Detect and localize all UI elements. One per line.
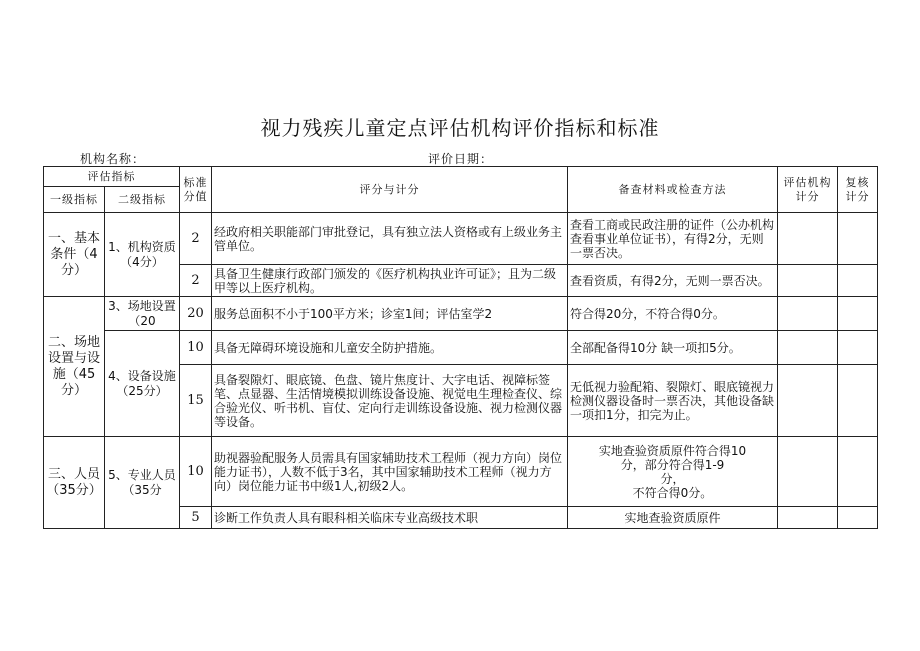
method-cell: 无低视力验配箱、裂隙灯、眼底镜视力检测仪器设备时一票否决，其他设备缺一项扣1分，扣完为止。 <box>568 365 778 437</box>
criteria-cell: 经政府相关职能部门审批登记，具有独立法人资格或有上级业务主管单位。 <box>212 213 568 265</box>
score-cell: 15 <box>180 365 212 437</box>
criteria-cell: 具备裂隙灯、眼底镜、色盘、镜片焦度计、大字电话、视障标签笔、点显器、生活情境模拟训练设备设施、视觉电生理检查仪、综合验光仪、听书机、盲仗、定向行走训练设备设施、视力检测仪器等设备。 <box>212 365 568 437</box>
header-org-score: 评估机构计分 <box>778 167 838 213</box>
table-row <box>44 213 878 265</box>
org-name-label: 机构名称： <box>80 152 146 166</box>
header-level2: 二级指标 <box>105 187 180 213</box>
level2-cell: 4、设备设施（25分） <box>105 331 180 437</box>
score-cell: 5 <box>180 507 212 529</box>
score-cell: 10 <box>180 331 212 365</box>
method-cell: 全部配备得10分 缺一项扣5分。 <box>568 331 778 365</box>
table-row <box>44 331 878 365</box>
method-cell: 查看工商或民政注册的证件（公办机构查看事业单位证书），有得2分，无则一票否决。 <box>568 213 778 265</box>
method-line: 分，部分符合得1-9 <box>620 457 725 472</box>
table-row <box>44 437 878 507</box>
level2-cell: 5、专业人员（35分 <box>105 437 180 529</box>
org-score-cell[interactable] <box>778 507 838 529</box>
criteria-cell: 具备卫生健康行政部门颁发的《医疗机构执业许可证》；且为二级甲等以上医疗机构。 <box>212 265 568 297</box>
score-cell: 10 <box>180 437 212 507</box>
header-eval-indicator: 评估指标 <box>44 167 180 187</box>
review-score-cell[interactable] <box>838 213 878 265</box>
org-score-cell[interactable] <box>778 331 838 365</box>
document-title: 视力残疾儿童定点评估机构评价指标和标准 <box>260 116 660 140</box>
header-criteria: 评分与计分 <box>212 167 568 213</box>
header-level1: 一级指标 <box>44 187 105 213</box>
header-review-score: 复核计分 <box>838 167 878 213</box>
level2-cell: 3、场地设置（20 <box>105 297 180 331</box>
org-score-cell[interactable] <box>778 437 838 507</box>
method-cell: 符合得20分，不符合得0分。 <box>568 297 778 331</box>
review-score-cell[interactable] <box>838 507 878 529</box>
eval-date-label: 评价日期： <box>428 152 494 166</box>
score-cell: 20 <box>180 297 212 331</box>
score-cell: 2 <box>180 265 212 297</box>
org-score-cell[interactable] <box>778 365 838 437</box>
header-method: 备查材料或检查方法 <box>568 167 778 213</box>
criteria-cell: 诊断工作负责人具有眼科相关临床专业高级技术职 <box>212 507 568 529</box>
review-score-cell[interactable] <box>838 331 878 365</box>
org-score-cell[interactable] <box>778 265 838 297</box>
org-score-cell[interactable] <box>778 297 838 331</box>
org-score-cell[interactable] <box>778 213 838 265</box>
level1-cell: 一、基本条件（4分） <box>44 213 105 297</box>
method-line: 实地查验资质原件符合得10 <box>598 443 747 458</box>
table-row <box>44 297 878 331</box>
criteria-cell: 服务总面积不小于100平方米；诊室1间；评估室学2 <box>212 297 568 331</box>
method-cell: 查看资质，有得2分，无则一票否决。 <box>568 265 778 297</box>
method-line: 分， <box>660 471 685 486</box>
review-score-cell[interactable] <box>838 365 878 437</box>
header-std-score: 标准分值 <box>180 167 212 213</box>
score-cell: 2 <box>180 213 212 265</box>
method-line: 不符合得0分。 <box>632 485 713 500</box>
review-score-cell[interactable] <box>838 437 878 507</box>
review-score-cell[interactable] <box>838 265 878 297</box>
method-cell <box>568 437 778 507</box>
method-cell: 实地查验资质原件 <box>568 507 778 529</box>
level1-cell: 二、场地设置与设施（45分） <box>44 297 105 437</box>
criteria-cell: 具备无障碍环境设施和儿童安全防护措施。 <box>212 331 568 365</box>
evaluation-table <box>43 166 878 529</box>
criteria-cell: 助视器验配服务人员需具有国家辅助技术工程师（视力方向）岗位能力证书），人数不低于3名，其中国家辅助技术工程师（视力方向）岗位能力证书中级1人,初级2人。 <box>212 437 568 507</box>
level2-cell: 1、机构资质（4分） <box>105 213 180 297</box>
level1-cell: 三、人员（35分） <box>44 437 105 529</box>
review-score-cell[interactable] <box>838 297 878 331</box>
